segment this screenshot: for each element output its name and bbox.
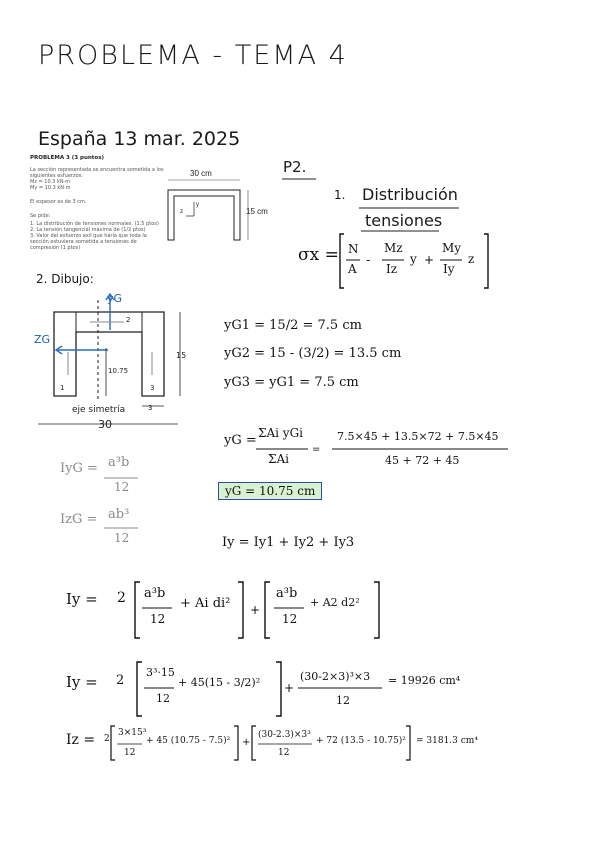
statement-figure: [160, 160, 280, 255]
figure-axis-y: y: [196, 202, 199, 208]
iy-general-term1: + Ai di²: [180, 596, 231, 611]
iz-numeric-term2: + 72 (13.5 - 10.75)²: [316, 736, 406, 746]
iy-sum: Iy = Iy1 + Iy2 + Iy3: [222, 535, 355, 550]
statement-heading: PROBLEMA 3 (3 puntos): [30, 155, 105, 161]
part-1-label: 1: [60, 384, 65, 392]
statement-line: siguientes esfuerzos:: [30, 173, 83, 179]
izg-top: ab³: [108, 507, 130, 522]
iy-numeric-brackets: [134, 660, 394, 720]
iz-numeric-coef: 2: [104, 734, 110, 744]
iz-numeric-f2-top: (30-2.3)×3³: [258, 730, 311, 740]
izg-bot: 12: [114, 531, 130, 545]
iy-general-term2: + A2 d2²: [310, 596, 360, 609]
formula-Iy: Iy: [443, 262, 455, 276]
statement-line: La sección representada se encuentra sometida a los: [30, 167, 164, 173]
formula-N: N: [348, 242, 359, 256]
iz-numeric-term1: + 45 (10.75 - 7.5)²: [146, 736, 231, 746]
yg1-line: yG1 = 15/2 = 7.5 cm: [224, 318, 362, 333]
formula-y: y: [410, 252, 417, 266]
svg-text:+: +: [284, 681, 295, 695]
page-title: PROBLEMA - TEMA 4: [38, 40, 348, 71]
p2-label: P2.: [283, 158, 307, 176]
svg-text:+: +: [424, 253, 435, 267]
yg2-line: yG2 = 15 - (3/2) = 13.5 cm: [224, 346, 402, 361]
svg-text:-: -: [366, 253, 371, 267]
dim-thickness: 3: [148, 404, 153, 412]
iz-numeric-result: = 3181.3 cm⁴: [416, 736, 478, 746]
heading-underlines: [355, 204, 465, 234]
yg-formula-name: yG =: [224, 433, 257, 448]
yg-formula-rhs-bot: 45 + 72 + 45: [385, 454, 460, 467]
part-3-label: 3: [150, 384, 155, 392]
yg-formula-rhs-top: 7.5×45 + 13.5×72 + 7.5×45: [337, 430, 499, 443]
formula-z: z: [468, 252, 475, 266]
iy-numeric-result: = 19926 cm⁴: [388, 674, 461, 687]
part-2-label: 2: [126, 316, 131, 324]
statement-line: 1. La distribución de tensiones normales. (1.5 ptos): [30, 221, 159, 227]
statement-line: sección estuviera sometida a tensiones de: [30, 239, 137, 245]
dim-width: 30: [98, 418, 112, 431]
iy-numeric-term1: + 45(15 - 3/2)²: [178, 676, 261, 689]
svg-text:+: +: [242, 737, 251, 748]
statement-line: My = 10.3 kN·m: [30, 185, 71, 191]
yg-fraction-bars: [252, 446, 512, 452]
sigma-x: σx =: [298, 245, 339, 265]
yg-axis-label: yG: [107, 292, 123, 305]
iz-numeric-f1-bot: 12: [124, 748, 136, 758]
izg-label: IzG =: [60, 512, 98, 527]
iy-general-f1-top: a³b: [144, 586, 166, 601]
section1-heading-2: tensiones: [365, 211, 443, 230]
iyg-bot: 12: [114, 480, 130, 494]
section2-heading: 2. Dibujo:: [36, 272, 94, 286]
formula-Mz: Mz: [384, 241, 403, 255]
iy-general-f2-bot: 12: [282, 612, 298, 626]
dim-cg: 10.75: [108, 367, 129, 375]
iz-numeric-lhs: Iz =: [66, 732, 96, 748]
formula-Iz: Iz: [386, 262, 398, 276]
dim-height: 15: [176, 351, 187, 360]
formula-A: A: [348, 262, 357, 276]
symmetry-axis-label: eje simetría: [72, 405, 126, 415]
iy-numeric-lhs: Iy =: [66, 673, 98, 691]
iy-numeric-f1-top: 3³·15: [146, 666, 175, 679]
iyg-top: a³b: [108, 455, 130, 470]
section1-number: 1.: [334, 188, 346, 202]
figure-height-label: 15 cm: [246, 207, 268, 216]
date-line: España 13 mar. 2025: [38, 128, 241, 150]
statement-line: Se pide:: [30, 213, 51, 219]
figure-width-label: 30 cm: [190, 169, 212, 178]
iy-general-f2-top: a³b: [276, 586, 298, 601]
statement-line: Mz = 10.3 kN·m: [30, 179, 71, 185]
iy-general-brackets: [130, 580, 390, 640]
yg-result-box: yG = 10.75 cm: [218, 482, 322, 500]
zg-axis-label: ZG: [34, 333, 51, 346]
p2-underline: [280, 176, 320, 182]
iz-numeric-f1-top: 3×15³: [118, 728, 147, 738]
iz-numeric-brackets: [108, 724, 418, 764]
iy-numeric-f2-top: (30-2×3)³×3: [300, 670, 371, 683]
iy-general-coef: 2: [117, 590, 126, 606]
svg-text:+: +: [250, 603, 261, 617]
iy-numeric-f2-bot: 12: [336, 694, 350, 707]
yg-formula-lhs-top: ΣAi yGi: [258, 426, 304, 440]
yg3-line: yG3 = yG1 = 7.5 cm: [224, 375, 359, 390]
statement-line: El espesor es de 3 cm.: [30, 199, 87, 205]
formula-My: My: [442, 241, 462, 255]
iy-general-lhs: Iy =: [66, 590, 98, 608]
iz-numeric-f2-bot: 12: [278, 748, 290, 758]
inertia-def-bars: [100, 470, 144, 530]
iy-general-f1-bot: 12: [150, 612, 166, 626]
yg-formula-lhs-bot: ΣAi: [268, 452, 289, 466]
section1-heading-1: Distribución: [362, 185, 458, 204]
statement-line: compresión (1 ptos): [30, 245, 81, 251]
section-drawing: [28, 290, 198, 435]
iy-numeric-f1-bot: 12: [156, 692, 170, 705]
figure-axis-z: z: [180, 209, 183, 215]
statement-line: 2. La tensión tangencial máxima de (1/2 ptos): [30, 227, 146, 233]
iy-numeric-coef: 2: [116, 673, 125, 688]
iyg-label: IyG =: [60, 461, 98, 476]
svg-text:=: =: [312, 446, 321, 452]
statement-line: 3. Valor del esfuerzo axil que haría que toda la: [30, 233, 147, 239]
